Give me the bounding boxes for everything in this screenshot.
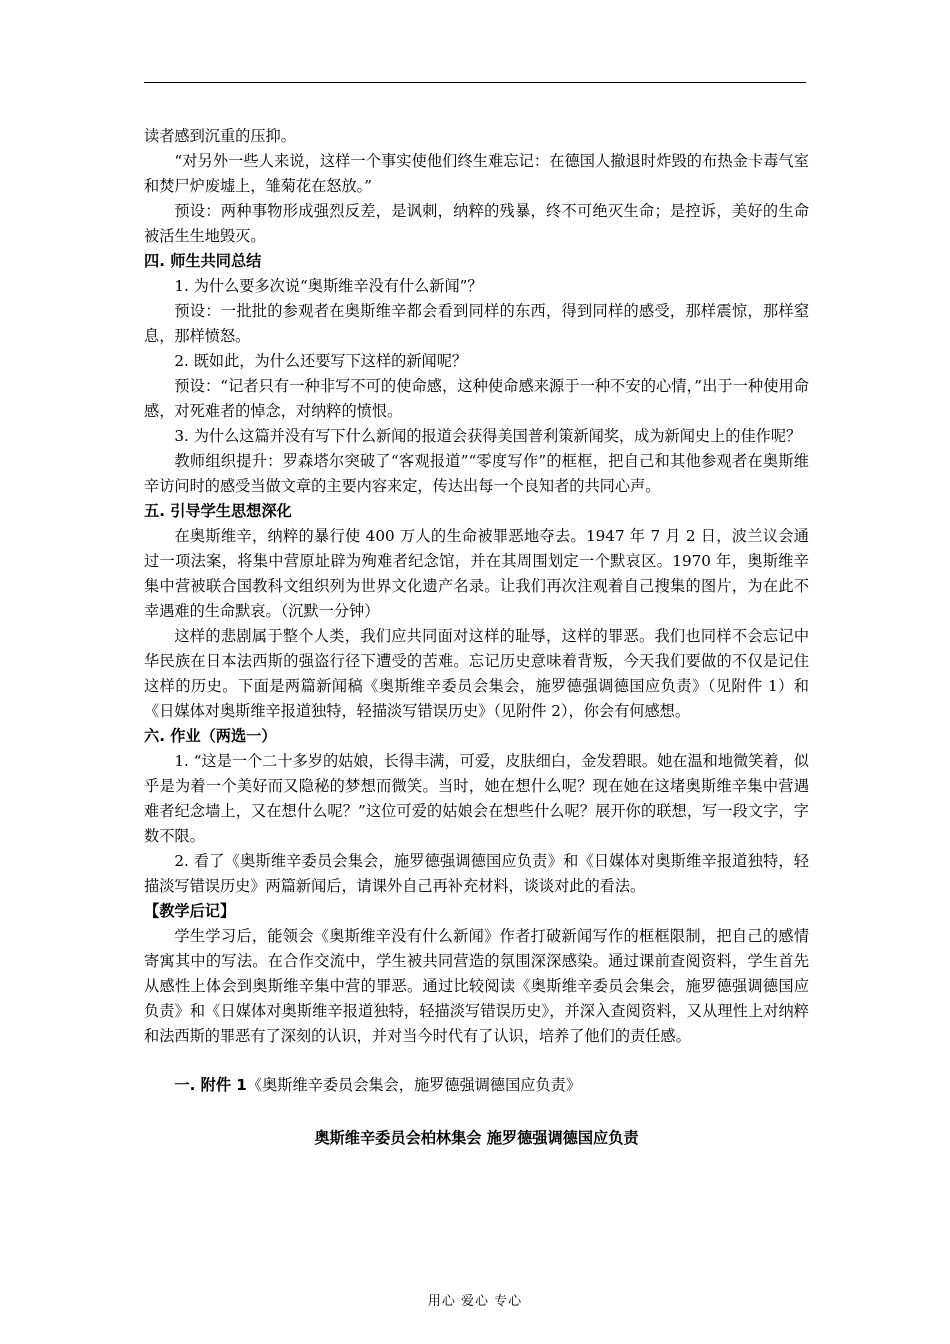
body-paragraph: 预设：“记者只有一种非写不可的使命感，这种使命感来源于一种不安的心情，”出于一种使用命感，对死难者的悼念，对纳粹的愤恨。 [144, 377, 809, 420]
section-heading: 六. 作业（两选一） [144, 727, 277, 745]
body-paragraph: 2. 既如此，为什么还要写下这样的新闻呢？ [174, 352, 468, 370]
appendix-title: 《奥斯维辛委员会集会，施罗德强调德国应负责》 [246, 1076, 581, 1094]
section-heading: 【教学后记】 [144, 902, 236, 920]
body-paragraph: 1. “这是一个二十多岁的姑娘，长得丰满，可爱，皮肤细白，金发碧眼。她在温和地微笑着，似乎是为着一个美好而又隐秘的梦想而微笑。当时，她在想什么呢？现在她在这堵奥斯维辛集中营遇难者纪念墙上，又在想什么呢？”这位可爱的姑娘会在想些什么呢？展开你的联想，写一段文字，字数不限。 [144, 752, 809, 845]
body-paragraph: 预设：一批批的参观者在奥斯维辛都会看到同样的东西，得到同样的感受，那样震惊，那样窒息，那样愤怒。 [144, 302, 809, 345]
section-heading: 四. 师生共同总结 [144, 252, 262, 270]
body-paragraph: 教师组织提升：罗森塔尔突破了“客观报道”“零度写作”的框框，把自己和其他参观者在奥斯维辛访问时的感受当做文章的主要内容来定，传达出每一个良知者的共同心声。 [144, 452, 809, 495]
body-paragraph: 在奥斯维辛，纳粹的暴行使 400 万人的生命被罪恶地夺去。1947 年 7 月 2 日，波兰议会通过一项法案，将集中营原址辟为殉难者纪念馆，并在其周围划定一个默哀区。1970 年，奥斯维辛集中营被联合国教科文组织列为世界文化遗产名录。让我们再次注观着自己搜集的图片，为在此不幸遇难的生命默哀。（沉默一分钟） [144, 527, 809, 620]
header-rule [144, 82, 806, 83]
body-paragraph: 学生学习后，能领会《奥斯维辛没有什么新闻》作者打破新闻写作的框框限制，把自己的感情寄寓其中的写法。在合作交流中，学生被共同营造的氛围深深感染。通过课前查阅资料，学生首先从感性上体会到奥斯维辛集中营的罪恶。通过比较阅读《奥斯维辛委员会集会，施罗德强调德国应负责》和《日媒体对奥斯维辛报道独特，轻描淡写错误历史》，并深入查阅资料，又从理性上对纳粹和法西斯的罪恶有了深刻的认识，并对当今时代有了认识，培养了他们的责任感。 [144, 927, 809, 1045]
body-paragraph: 2. 看了《奥斯维辛委员会集会，施罗德强调德国应负责》和《日媒体对奥斯维辛报道独特，轻描淡写错误历史》两篇新闻后，请课外自己再补充材料，谈谈对此的看法。 [144, 852, 809, 895]
article-title: 奥斯维辛委员会柏林集会 施罗德强调德国应负责 [314, 1129, 639, 1147]
body-paragraph: 3. 为什么这篇并没有写下什么新闻的报道会获得美国普利策新闻奖，成为新闻史上的佳作呢？ [174, 427, 802, 445]
body-paragraph: 这样的悲剧属于整个人类，我们应共同面对这样的耻辱，这样的罪恶。我们也同样不会忘记中华民族在日本法西斯的强盗行径下遭受的苦难。忘记历史意味着背叛，今天我们要做的不仅是记住这样的历史。下面是两篇新闻稿《奥斯维辛委员会集会，施罗德强调德国应负责》（见附件 1）和《日媒体对奥斯维辛报道独特，轻描淡写错误历史》（见附件 2），你会有何感想。 [144, 627, 809, 720]
body-paragraph: 预设：两种事物形成强烈反差，是讽刺，纳粹的残暴，终不可绝灭生命；是控诉，美好的生命被活生生地毁灭。 [144, 202, 809, 245]
document-body [144, 124, 809, 1151]
body-paragraph: 读者感到沉重的压抑。 [144, 127, 296, 145]
page-footer: 用心 爱心 专心 [427, 1294, 523, 1309]
appendix-line [144, 1073, 809, 1098]
appendix-number: 一. 附件 1 [174, 1076, 247, 1094]
section-heading: 五. 引导学生思想深化 [144, 502, 292, 520]
body-paragraph: “对另外一些人来说，这样一个事实使他们终生难忘记：在德国人撤退时炸毁的布热金卡毒气室和焚尸炉废墟上，雏菊花在怒放。” [144, 152, 809, 195]
body-paragraph: 1. 为什么要多次说“奥斯维辛没有什么新闻”？ [174, 277, 483, 295]
